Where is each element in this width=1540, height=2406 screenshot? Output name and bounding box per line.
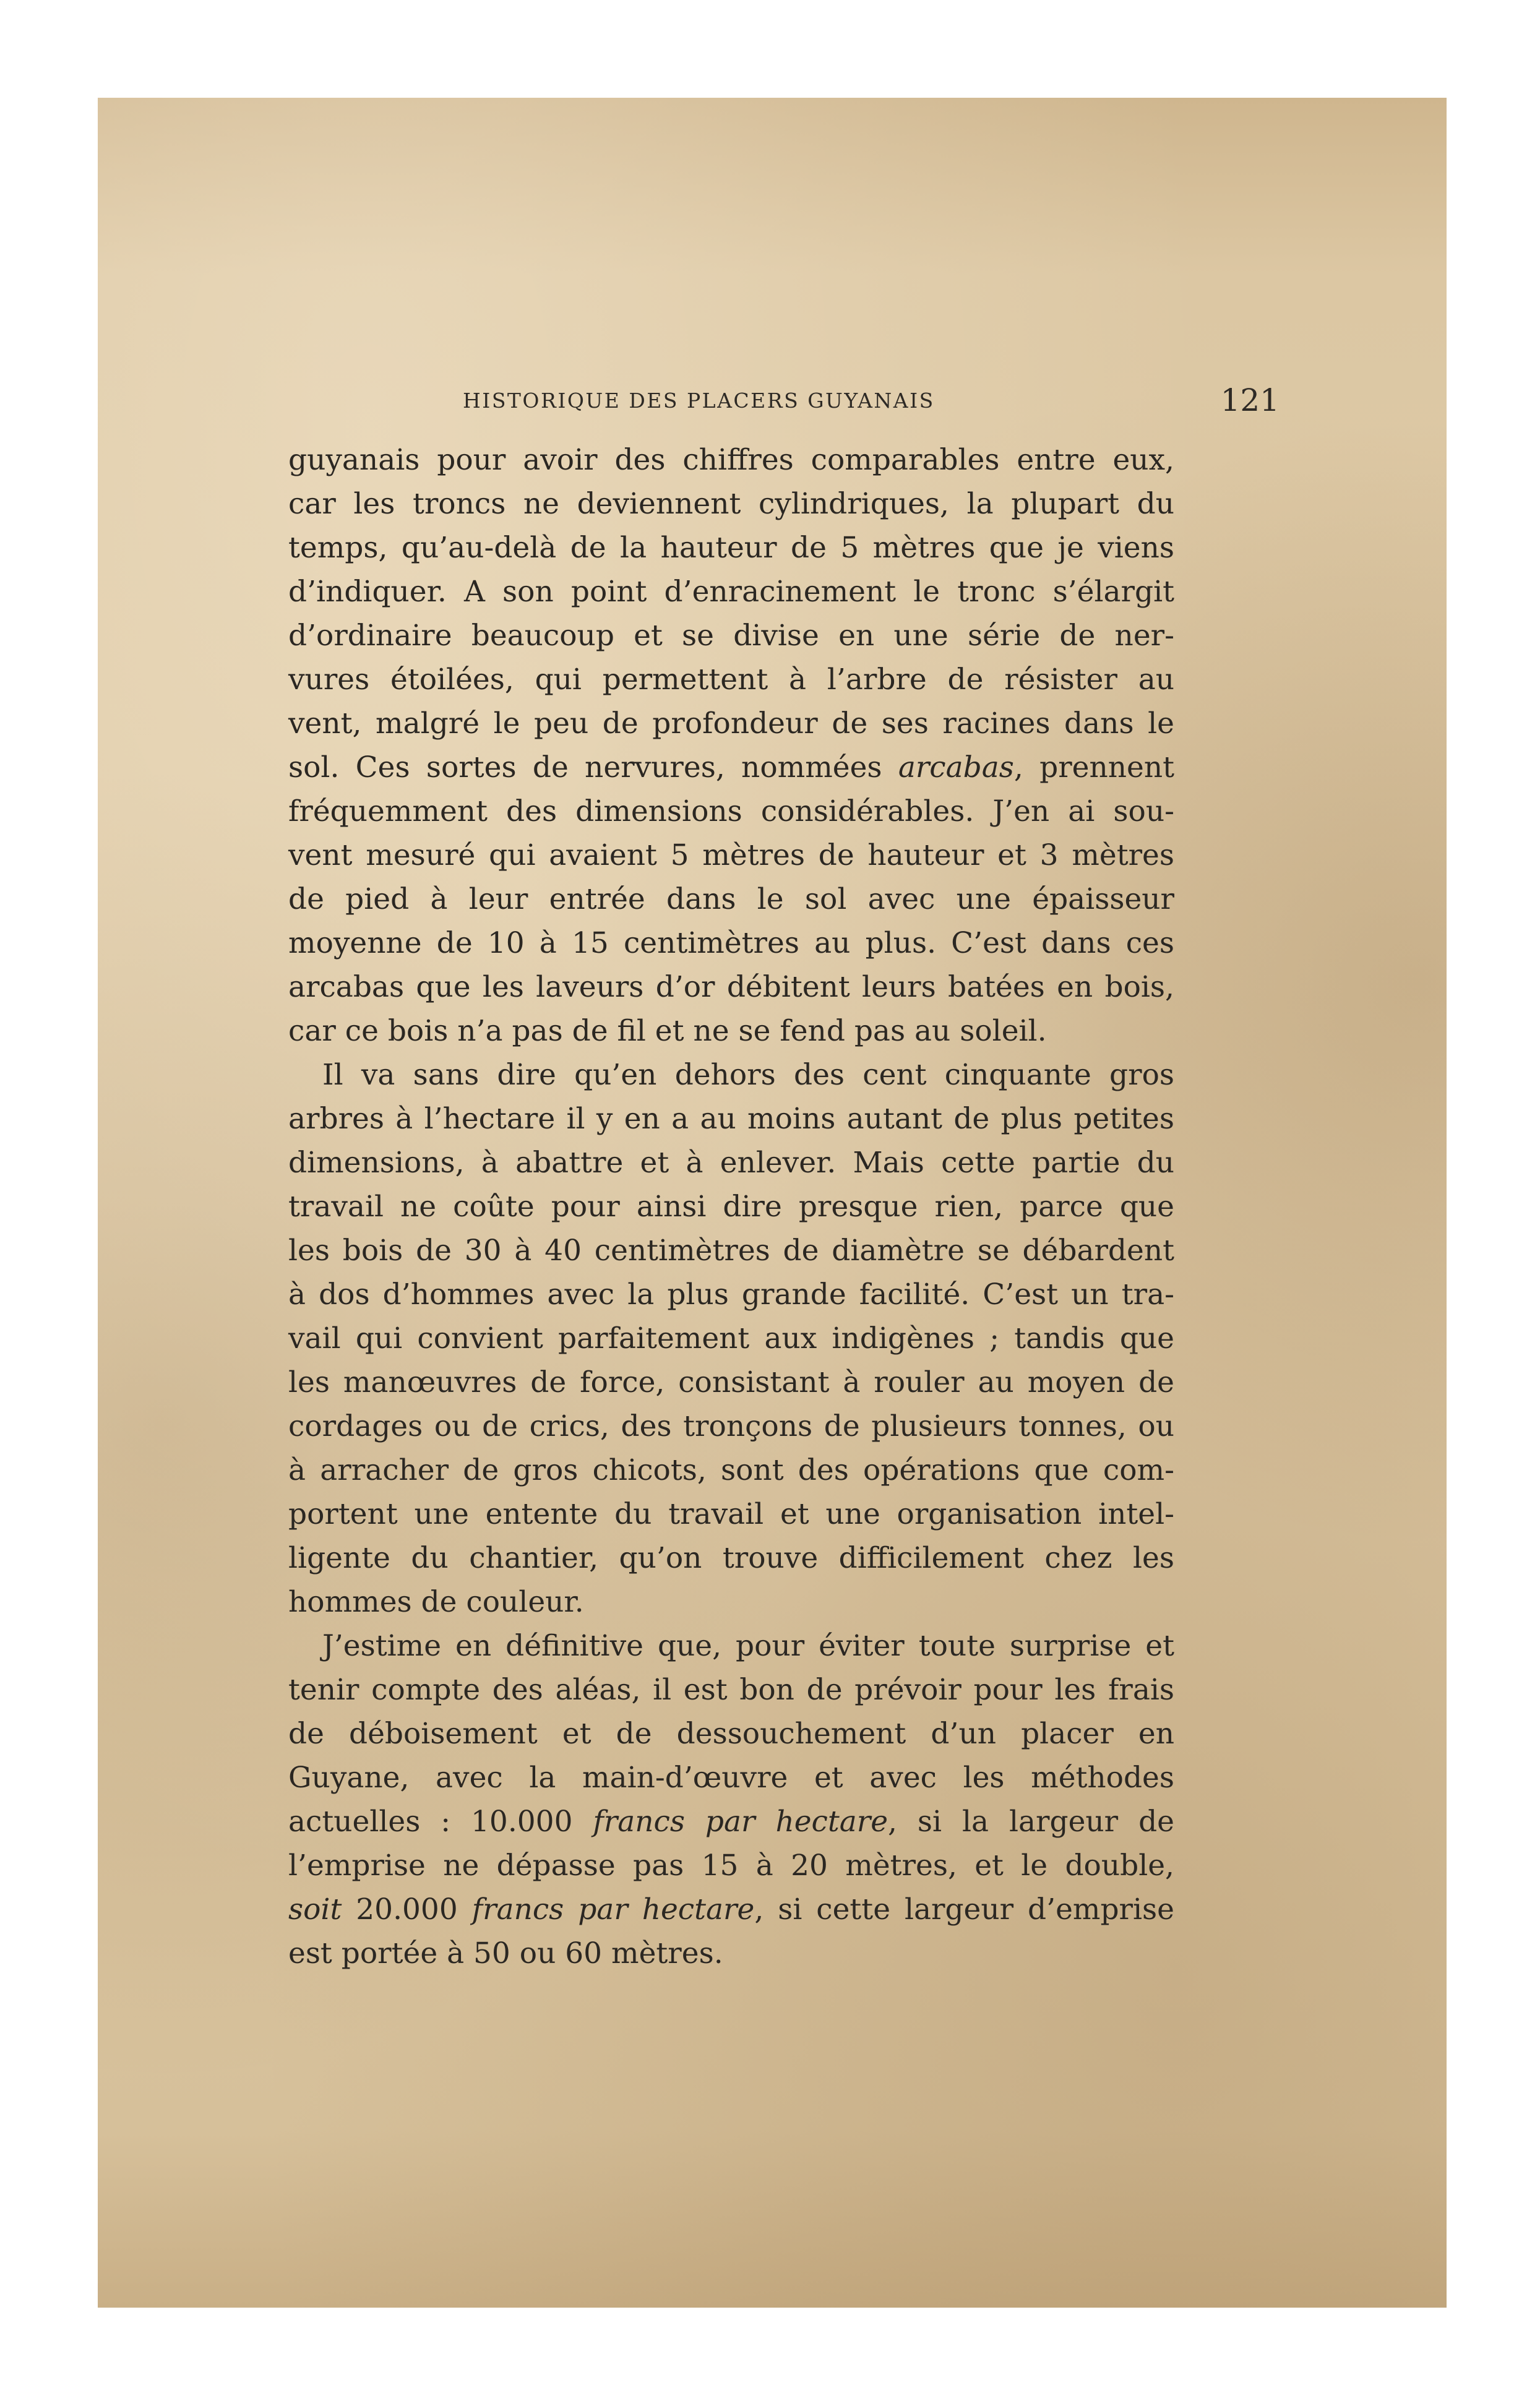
text-line: vent, malgré le peu de profondeur de ses racines dans le (288, 707, 1174, 741)
text-line-with-italic (288, 1800, 1174, 1844)
text-line: J’estime en définitive que, pour éviter toute surprise et (322, 1629, 1174, 1663)
text-line: d’ordinaire beaucoup et se divise en une série de ner- (288, 619, 1174, 653)
text-line: temps, qu’au-delà de la hauteur de 5 mètres que je viens (288, 531, 1174, 565)
italic-term: soit (288, 1893, 342, 1927)
text-line: les bois de 30 à 40 centimètres de diamètre se débardent (288, 1234, 1174, 1268)
text-line: d’indiquer. A son point d’enracinement le tronc s’élargit (288, 575, 1174, 609)
text-line: hommes de couleur. (288, 1585, 584, 1619)
page-number: 121 (1220, 382, 1280, 418)
text-line: Guyane, avec la main-d’œuvre et avec les méthodes (288, 1761, 1174, 1795)
text-line: Il va sans dire qu’en dehors des cent cinquante gros (322, 1058, 1174, 1092)
text-segment: actuelles : 10.000 (288, 1805, 573, 1839)
text-line: à dos d’hommes avec la plus grande facilité. C’est un tra- (288, 1278, 1174, 1312)
text-line: de pied à leur entrée dans le sol avec une épaisseur (288, 882, 1174, 916)
paragraph-2 (288, 1053, 1174, 1624)
text-line: car les troncs ne deviennent cylindriques, la plupart du (288, 487, 1174, 521)
text-line: arbres à l’hectare il y en a au moins autant de plus petites (288, 1102, 1174, 1136)
book-page (98, 98, 1447, 2308)
text-line: vent mesuré qui avaient 5 mètres de hauteur et 3 mètres (288, 838, 1174, 872)
text-segment: sol. Ces sortes de nervures, nommées (288, 750, 882, 784)
text-segment: 20.000 (356, 1893, 458, 1927)
text-line: est portée à 50 ou 60 mètres. (288, 1936, 723, 1970)
text-segment: , si la largeur de (888, 1805, 1174, 1839)
text-line: ligente du chantier, qu’on trouve difficilement chez les (288, 1541, 1174, 1575)
text-line: portent une entente du travail et une organisation intel- (288, 1497, 1174, 1531)
text-line: arcabas que les laveurs d’or débitent leurs batées en bois, (288, 970, 1174, 1004)
text-line: cordages ou de crics, des tronçons de plusieurs tonnes, ou (288, 1409, 1174, 1443)
paragraph-1 (288, 438, 1174, 1053)
text-line: dimensions, à abattre et à enlever. Mais cette partie du (288, 1146, 1174, 1180)
body-text (288, 438, 1174, 1975)
italic-term: francs par hectare (593, 1805, 888, 1839)
text-line-with-italic (288, 1888, 1174, 1931)
text-line-with-italic (288, 745, 1174, 789)
text-line: vail qui convient parfaitement aux indigènes ; tandis que (288, 1321, 1174, 1356)
text-segment: , si cette largeur d’emprise (754, 1893, 1174, 1927)
text-line: car ce bois n’a pas de fil et ne se fend pas au soleil. (288, 1014, 1047, 1048)
text-line: de déboisement et de dessouchement d’un placer en (288, 1717, 1174, 1751)
running-title: HISTORIQUE DES PLACERS GUYANAIS (463, 389, 935, 413)
text-line: l’emprise ne dépasse pas 15 à 20 mètres, et le double, (288, 1849, 1174, 1883)
text-line: moyenne de 10 à 15 centimètres au plus. C’est dans ces (288, 926, 1174, 960)
paragraph-3 (288, 1624, 1174, 1975)
text-line: tenir compte des aléas, il est bon de prévoir pour les frais (288, 1673, 1174, 1707)
text-line: guyanais pour avoir des chiffres comparables entre eux, (288, 443, 1174, 477)
text-line: à arracher de gros chicots, sont des opérations que com- (288, 1453, 1174, 1487)
text-segment: , prennent (1013, 750, 1174, 784)
text-line: travail ne coûte pour ainsi dire presque rien, parce que (288, 1190, 1174, 1224)
text-line: fréquemment des dimensions considérables. J’en ai sou- (288, 794, 1174, 828)
italic-term: francs par hectare (471, 1893, 755, 1927)
text-line: vures étoilées, qui permettent à l’arbre de résister au (288, 663, 1174, 697)
running-head (463, 382, 1280, 419)
italic-term: arcabas (898, 750, 1014, 784)
text-line: les manœuvres de force, consistant à rouler au moyen de (288, 1365, 1174, 1399)
